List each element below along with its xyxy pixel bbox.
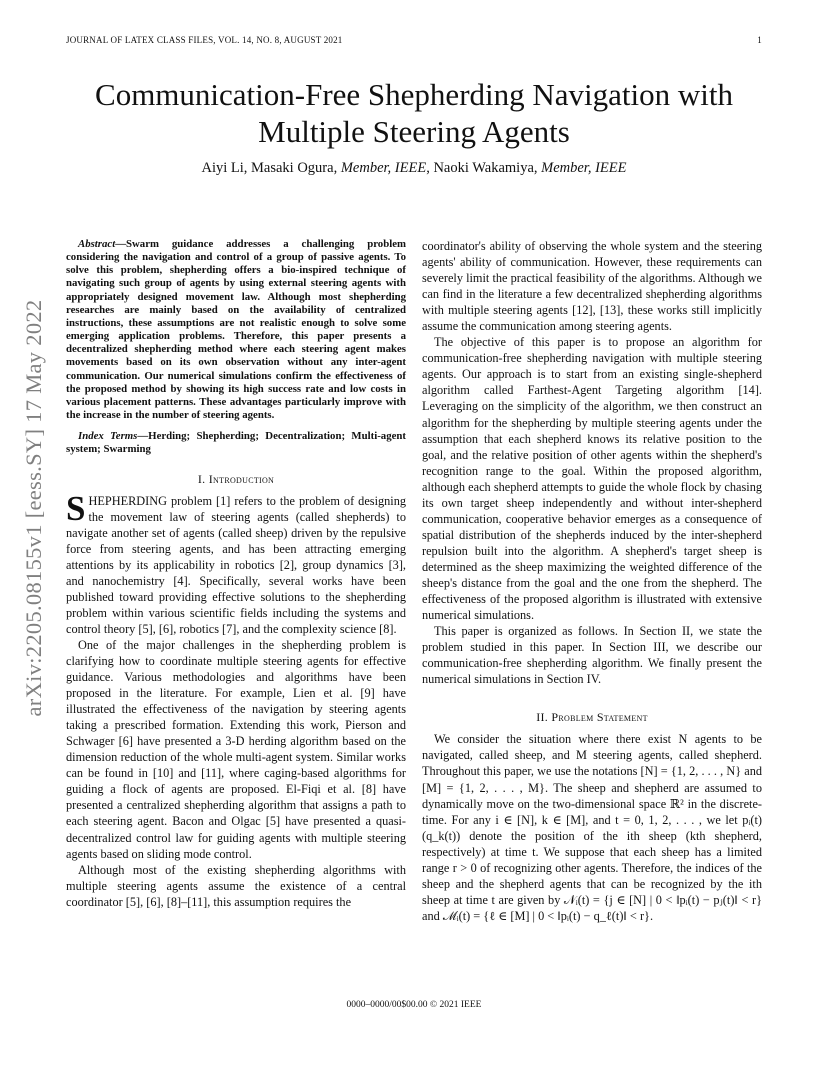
section-heading-problem-statement xyxy=(422,709,762,725)
intro-paragraph-3-cont: coordinator's ability of observing the whole system and the steering agents' ability of communication. However, these requirements can severely limit the practical feasibility of the algorithms. Although we can find in the literature a few decentralized shepherding algorithms with multiple steering agents [12], [13], these works still implicitly assume the communication among steering agents. xyxy=(422,239,762,334)
intro-paragraph-1 xyxy=(66,488,406,637)
index-terms-label: Index Terms xyxy=(78,430,138,443)
author-names-1: Aiyi Li, Masaki Ogura, xyxy=(201,160,341,176)
intro-paragraph-5: This paper is organized as follows. In Section II, we state the problem studied in this paper. In Section III, we describe our communication-free shepherding algorithm. We finally present the numerical simulations in Section IV. xyxy=(422,624,762,687)
abstract-text: —Swarm guidance addresses a challenging problem considering the navigation and control of a group of passive agents. To solve this problem, shepherding offers a bio-inspired technique of navigating such group of agents by using external steering agents with appropriately designed movement law. Although most shepherding researches are mainly based on the availability of centralized instructions, these assumptions are not realistic enough to solve some emerging application problems. Therefore, this paper presents a decentralized shepherding method where each steering agent makes movements based on its own observation without any inter-agent communication. Our numerical simulations confirm the effectiveness of the proposed method by showing its high success rate and low costs in various placement patterns. These advantages particularly improve with the increase in the number of steering agents. xyxy=(66,238,406,422)
abstract-label: Abstract xyxy=(78,238,116,250)
left-column xyxy=(66,238,406,910)
author-membership-1: Member, IEEE xyxy=(340,160,427,176)
problem-paragraph-1: We consider the situation where there exist N agents to be navigated, called sheep, and M steering agents, called shepherd. Throughout this paper, we use the notations [N] = {1, 2, . . . , N} and [M] = {1, 2, . . . , M}. The sheep and shepherd are assumed to dynamically move on the two-dimensional space ℝ² in the discrete-time. For any i ∈ [N], k ∈ [M], and t = 0, 1, 2, . . . , we let pᵢ(t) (q_k(t)) denote the position of the ith sheep (kth shepherd, respectively) at time t. We suppose that each sheep has a limited range r > 0 of recognizing other agents. Therefore, the indices of the sheep and the shepherd agents that can be recognized by the ith sheep at time t are given by 𝒩ᵢ(t) = {j ∈ [N] | 0 < ‖pᵢ(t) − pⱼ(t)‖ < r} and ℳᵢ(t) = {ℓ ∈ [M] | 0 < ‖pᵢ(t) − q_ℓ(t)‖ < r}. xyxy=(422,732,762,923)
section-title: Introduction xyxy=(208,471,275,486)
intro-paragraph-3: Although most of the existing shepherding algorithms with multiple steering agents assume the existence of a central coordinator [5], [6], [8]–[11], this assumption requires the xyxy=(66,862,406,909)
section-number: I. xyxy=(197,471,206,486)
author-names-2: , Naoki Wakamiya, xyxy=(426,160,542,176)
section-title: Problem Statement xyxy=(551,710,648,725)
abstract xyxy=(66,238,406,422)
paper-title: Communication-Free Shepherding Navigation with Multiple Steering Agents xyxy=(95,77,733,149)
arxiv-stamp xyxy=(14,298,54,718)
copyright-footer: 0000–0000/00$00.00 © 2021 IEEE xyxy=(346,1000,482,1010)
section-number: II. xyxy=(536,710,549,725)
section-heading-introduction xyxy=(66,471,406,487)
author-list xyxy=(60,160,768,177)
arxiv-stamp-text: arXiv:2205.08155v1 [eess.SY] 17 May 2022 xyxy=(21,299,46,717)
author-membership-2: Member, IEEE xyxy=(541,160,627,176)
intro-paragraph-2: One of the major challenges in the shepherding problem is clarifying how to coordinate multiple steering agents for effective guidance. Various methodologies and algorithms have been proposed in the literature. For example, Lien et al. [9] have illustrated the effectiveness of the navigation by steering agents taking a prescribed formation. Extending this work, Pierson and Schwager [6] have presented a 3-D herding algorithm based on the dimension reduction of the whole multi-agent system. Similar works can be found in [10] and [11], where caging-based algorithms for guiding a flock of agents are proposed. El-Fiqi et al. [8] have presented a centralized shepherding algorithm that assigns a path to each steering agent. Bacon and Olgac [5] have presented a quasi-decentralized control law for guiding agents with multiple steering agents based on sliding mode control. xyxy=(66,637,406,861)
intro-paragraph-4: The objective of this paper is to propose an algorithm for communication-free shepherding navigation with multiple steering agents. Our approach is to start from an existing single-shepherd algorithm called Farthest-Agent Targeting algorithm [14]. Leveraging on the simplicity of the algorithm, we then construct an algorithm for the shepherding by multiple steering agents under the assumption that each shepherd knows its relative position to the goal, and the relative position of other agents within the shepherd's recognition range to the goal. Within the proposed algorithm, although each shepherd attempts to guide the whole flock by chasing its own target sheep independently and without inter-shepherd communication, cooperative behavior emerges as a consequence of spatial distribution of the shepherds induced by the inter-shepherd repulsion built into the algorithm. A shepherd's target sheep is determined as the sheep maximizing the weighted difference of the sheep's distance from the goal and the one from the shepherd. The effectiveness of the proposed algorithm is illustrated with extensive numerical simulations. xyxy=(422,335,762,623)
page-number: 1 xyxy=(757,35,762,45)
drop-cap: S xyxy=(66,488,86,528)
index-terms-text: —Herding; Shepherding; Decentralization; Multi-agent system; Swarming xyxy=(66,430,406,456)
intro-paragraph-1-text: HEPHERDING problem [1] refers to the problem of designing the movement law of steering agents (called shepherds) to navigate another set of agents (called sheep) driven by the repulsive force from steering agents, and has been attracting emerging attentions by its applicability in robotics [2], group dynamics [3], and nanochemistry [4]. Specifically, several works have been published toward providing effective solutions to the shepherding problem within various scientific fields including the systems and control theory [5], [6], robotics [7], and the complexity science [8]. xyxy=(66,493,406,636)
running-head-text: JOURNAL OF LATEX CLASS FILES, VOL. 14, NO. 8, AUGUST 2021 xyxy=(66,35,343,45)
index-terms xyxy=(66,430,406,456)
running-header xyxy=(66,35,762,45)
right-column xyxy=(422,238,762,924)
